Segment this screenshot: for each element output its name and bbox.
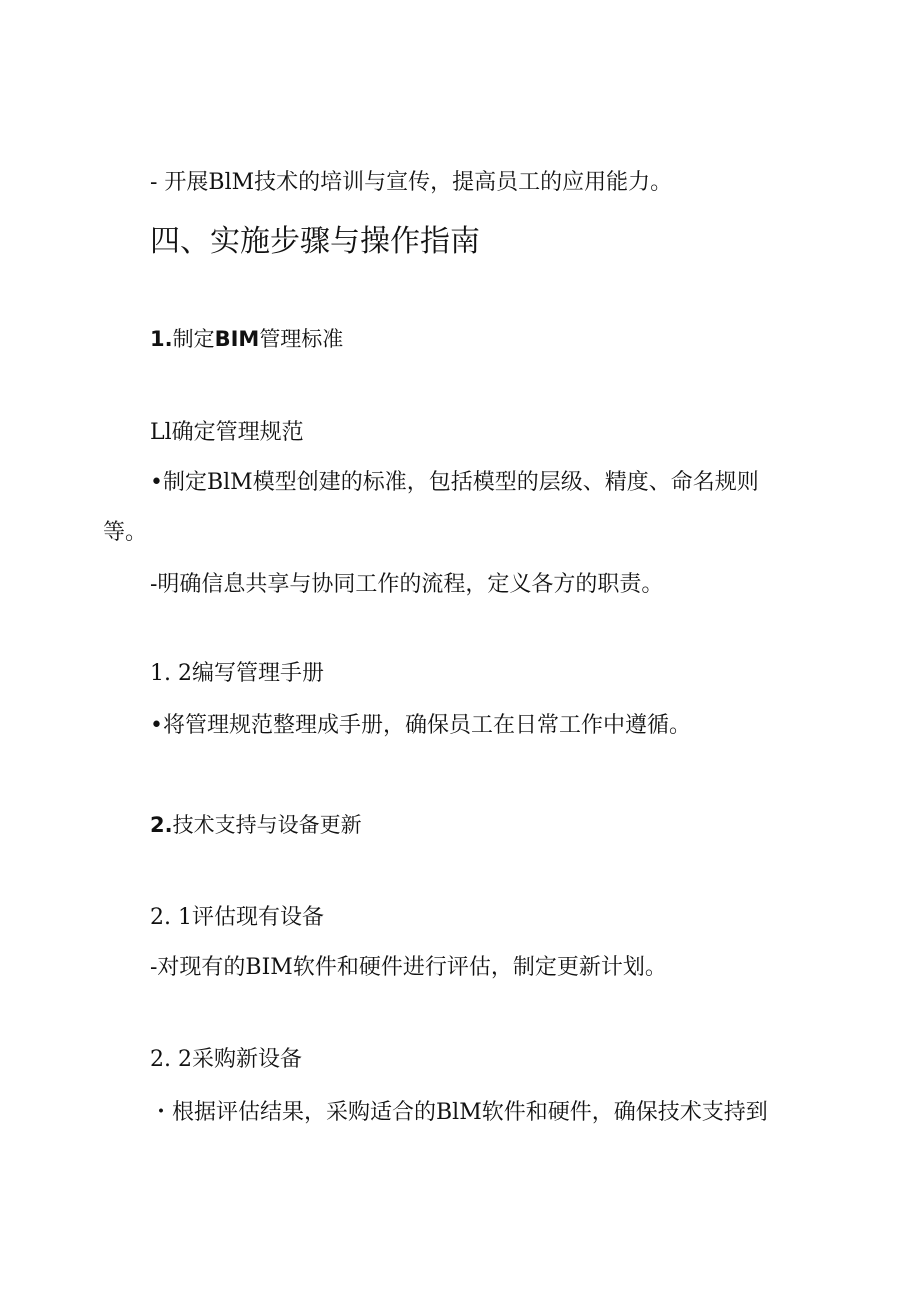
heading-2 (150, 810, 362, 840)
intro-bullet-line: - 开展BlM技术的培训与宣传，提高员工的应用能力。 (150, 170, 673, 195)
subheading-1-1: Ll确定管理规范 (150, 420, 304, 445)
item-1-2-a: •将管理规范整理成手册，确保员工在日常工作中遵循。 (150, 713, 691, 738)
item-1-1-a-line2: 等。 (103, 520, 148, 545)
section-4-title: 四、实施步骤与操作指南 (150, 224, 480, 259)
subheading-2-1: 2. 1评估现有设备 (150, 905, 324, 930)
heading-2-text: 技术支持与设备更新 (172, 813, 362, 837)
heading-1 (150, 324, 343, 354)
heading-1-text-a: 制定 (172, 327, 215, 351)
item-1-1-b: -明确信息共享与协同工作的流程，定义各方的职责。 (150, 572, 664, 597)
heading-2-number: 2. (150, 813, 173, 837)
item-1-1-a-line1: •制定BlM模型创建的标准，包括模型的层级、精度、命名规则 (150, 470, 759, 495)
heading-1-text-b: 管理标准 (259, 327, 344, 351)
subheading-1-2: 1. 2编写管理手册 (150, 661, 324, 686)
item-2-2-a: ・根据评估结果，采购适合的BlM软件和硬件，确保技术支持到 (150, 1100, 768, 1125)
item-2-1-a: -对现有的BIM软件和硬件进行评估，制定更新计划。 (150, 955, 667, 980)
heading-1-number: 1. (150, 327, 173, 351)
heading-1-bold-mid: BIM (214, 327, 260, 351)
subheading-2-2: 2. 2采购新设备 (150, 1047, 302, 1072)
